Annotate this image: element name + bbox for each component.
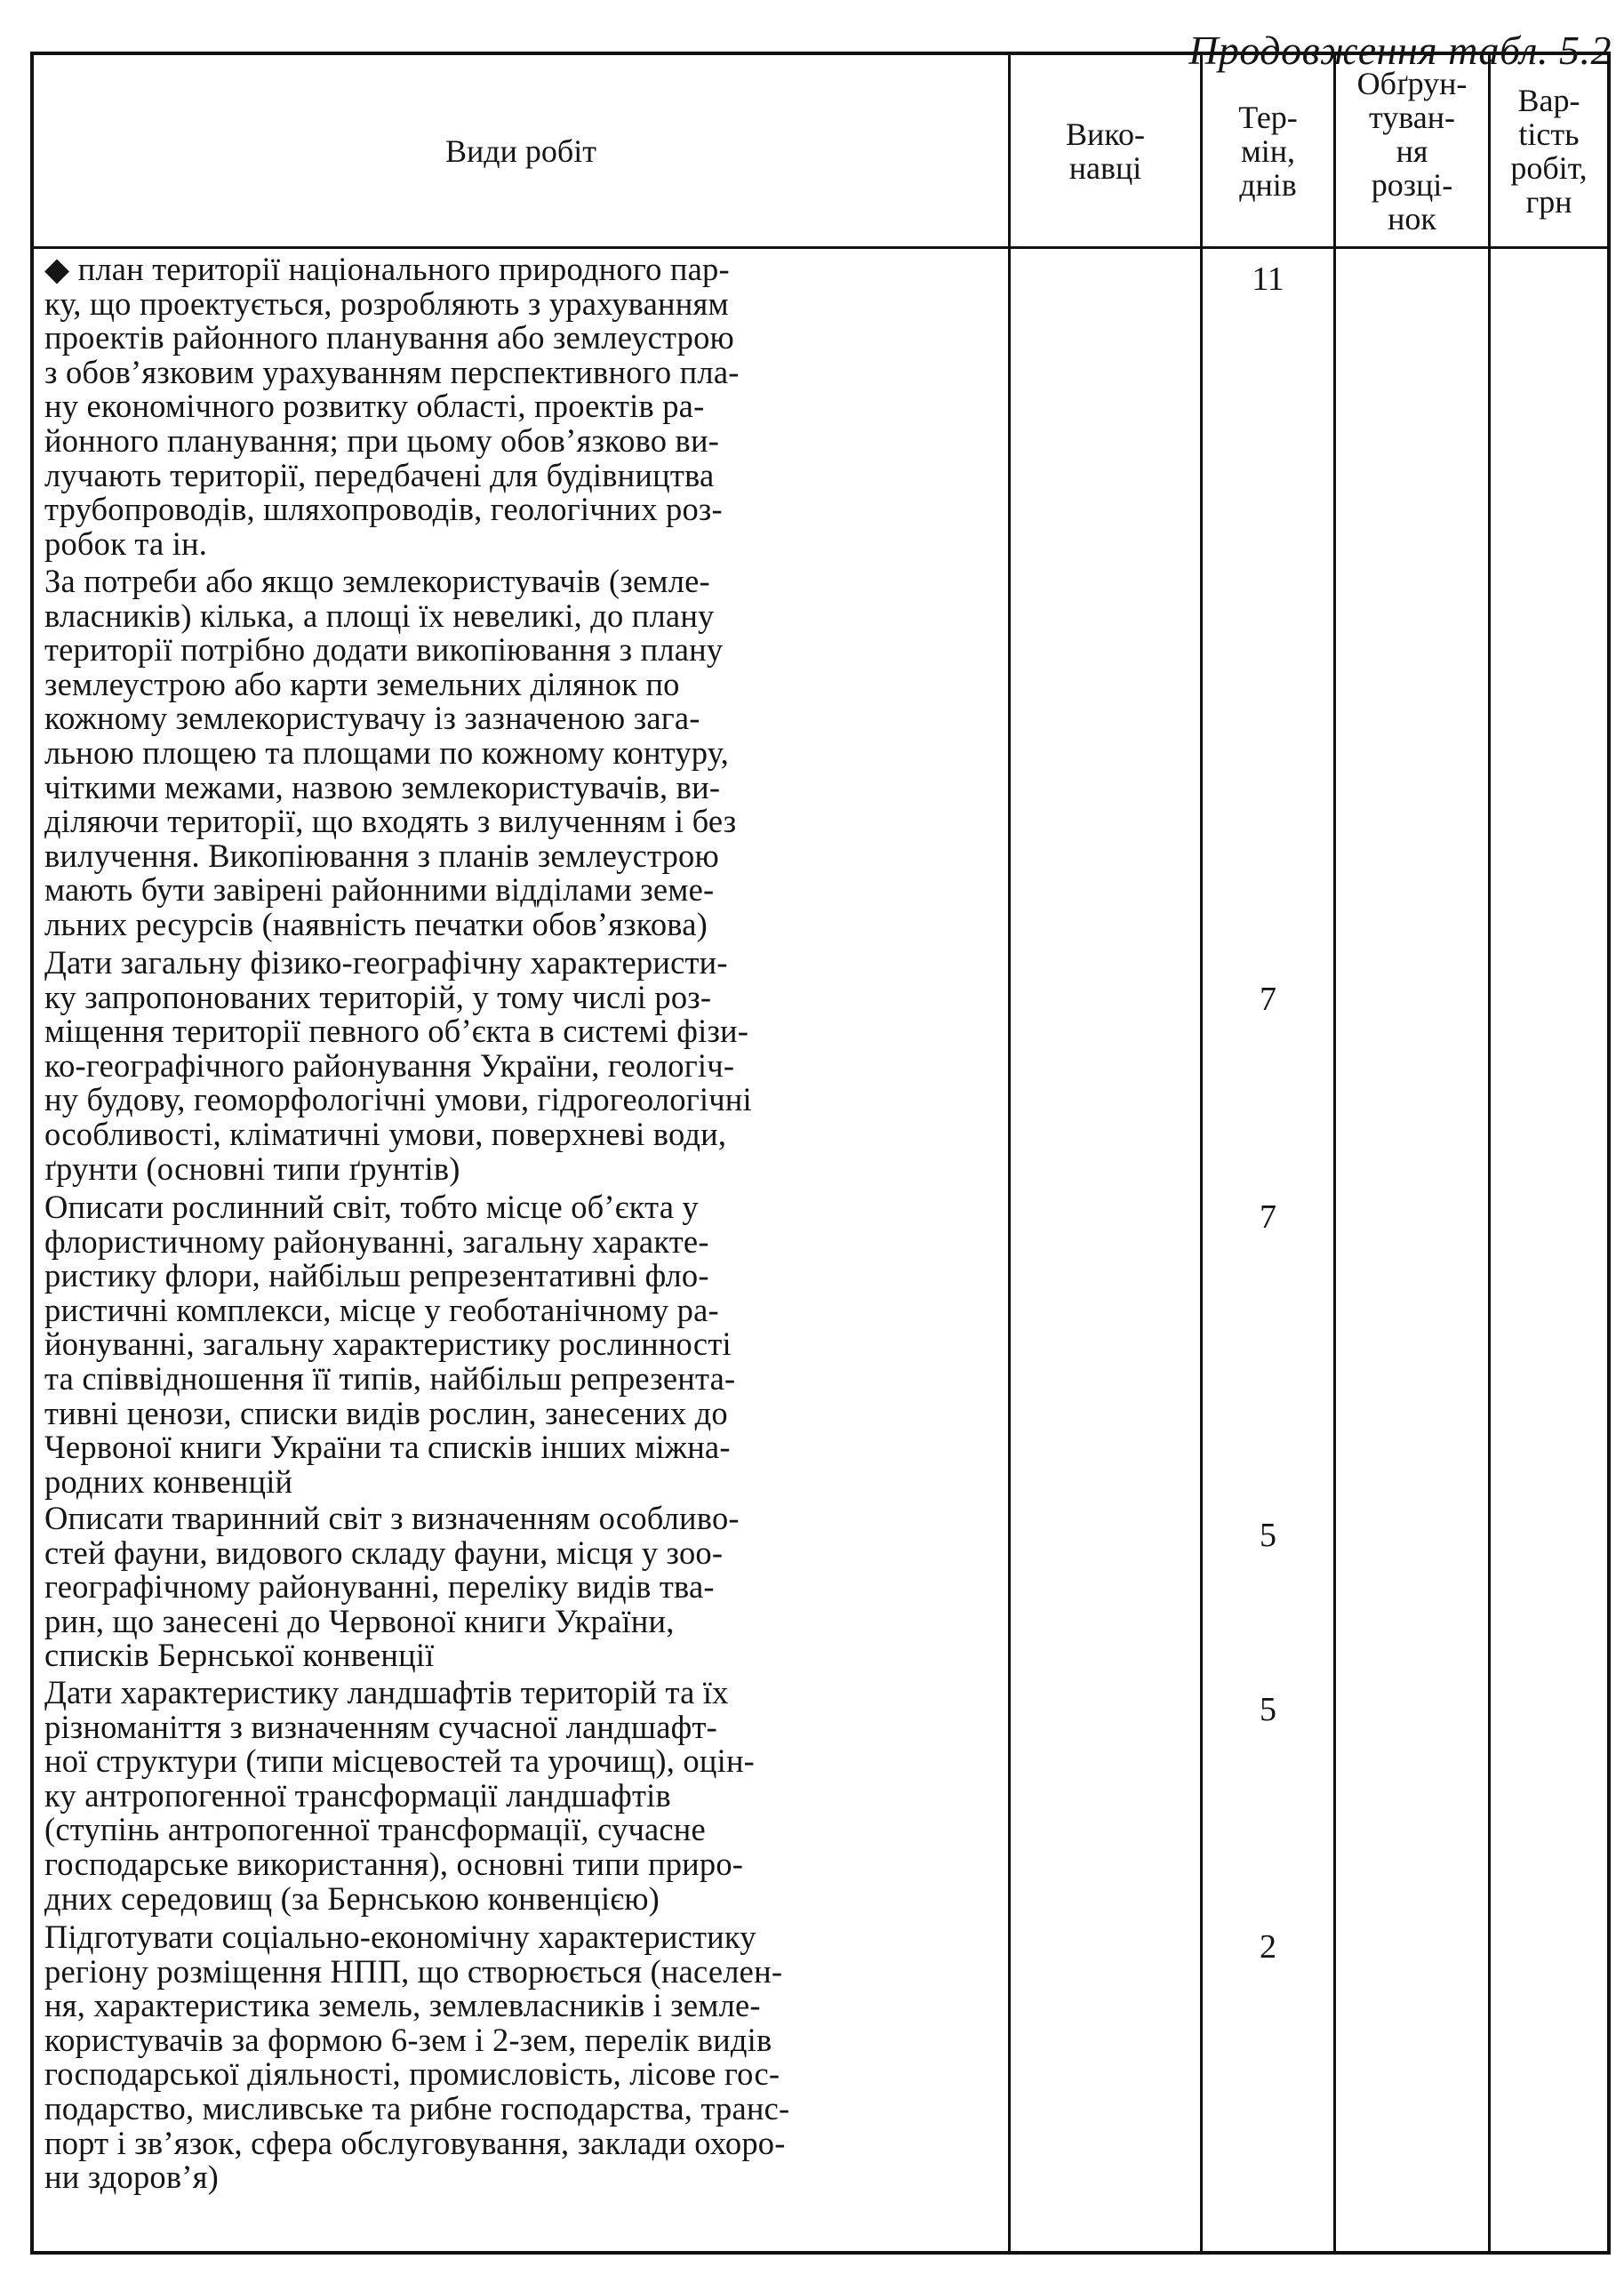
work-description: Описати рослинний світ, тобто місце об’єкта у флористичному районуванні, загальну характе- ристику флори, найбільш репрезентативні фло- ристичні комплекси, місце у геоботанічному ра- йонуванні, загальну характеристику рослинності та співвідношення її типів, найбільш репрезента- тивні ценози, списки видів рослин, занесених до Червоної книги України та списків інших міжна- родних конвенцій <box>44 1189 736 1500</box>
column-divider <box>1333 55 1336 2251</box>
column-divider <box>1200 55 1203 2251</box>
work-description: Дати характеристику ландшафтів територій та їх різноманіття з визначенням сучасної ландшафт- ної структури (типи місцевостей та урочищ), оцін- ку антропогенної трансформації ландшафтів (ступінь антропогенної трансформації, сучасне господарське використання), основні типи приро- дних середовищ (за Бернською конвенцією) <box>44 1674 756 1917</box>
header-justification: Обґрун- туван- ня розці- нок <box>1356 65 1468 236</box>
column-divider <box>1008 55 1011 2251</box>
header-term-days: Тер- мін, днів <box>1238 99 1298 203</box>
work-description: За потреби або якщо землекористувачів (земле- власників) кілька, а площі їх невеликі, до плану території потрібно додати викопіювання з плану землеустрою або карти земельних ділянок по кожному землекористувачу із зазначеною зага- льною площею та площами по кожному контуру, чіткими межами, назвою землекористувачів, ви- діляючи території, що входять з вилученням і без вилучення. Викопіювання з планів землеустрою мають бути завірені районними відділами земе- льних ресурсів (наявність печатки обов’язкова) <box>44 563 737 942</box>
header-cost: Вар- tість робіт, грн <box>1510 82 1588 220</box>
term-days-value: 5 <box>1260 1517 1276 1554</box>
term-days-value: 7 <box>1260 981 1276 1018</box>
header-work-types: Види робіт <box>445 132 596 169</box>
works-table <box>30 52 1611 2255</box>
term-days-value: 7 <box>1260 1198 1276 1236</box>
work-description: ◆ план території національного природного пар- ку, що проектується, розробляють з урахуванням проектів районного планування або землеустрою з обов’язковим урахуванням перспективного пла- ну економічного розвитку області, проектів ра- йонного планування; при цьому обов’язково ви- лучають території, передбачені для будівництва трубопроводів, шляхопроводів, геологічних роз- робок та ін. <box>44 251 740 562</box>
header-performers: Вико- навці <box>1066 116 1145 186</box>
header-divider <box>34 246 1607 249</box>
term-days-value: 11 <box>1252 260 1284 298</box>
column-divider <box>1488 55 1491 2251</box>
term-days-value: 2 <box>1260 1928 1276 1966</box>
work-description: Дати загальну фізико-географічну характеристи- ку запропонованих територій, у тому числі роз- міщення території певного об’єкта в системі фізи- ко-географічного районування України, геологіч- ну будову, геоморфологічні умови, гідрогеологічні особливості, кліматичні умови, поверхневі води, ґрунти (основні типи ґрунтів) <box>44 944 752 1187</box>
work-description: Підготувати соціально-економічну характеристику регіону розміщення НПП, що створюється (населен- ня, характеристика земель, землевласників і земле- користувачів за формою 6-зем і 2-зем, перелік видів господарської діяльності, промисловість, лісове гос- подарство, мисливське та рибне господарства, транс- порт і зв’язок, сфера обслуговування, заклади охоро- ни здоров’я) <box>44 1919 790 2196</box>
term-days-value: 5 <box>1260 1691 1276 1728</box>
table-continuation-caption: Продовження табл. 5.2 <box>1188 28 1612 73</box>
work-description: Описати тваринний світ з визначенням особливо- стей фауни, видового складу фауни, місця у зоо- географічному районуванні, переліку видів тва- рин, що занесені до Червоної книги України, списків Бернської конвенції <box>44 1500 740 1674</box>
